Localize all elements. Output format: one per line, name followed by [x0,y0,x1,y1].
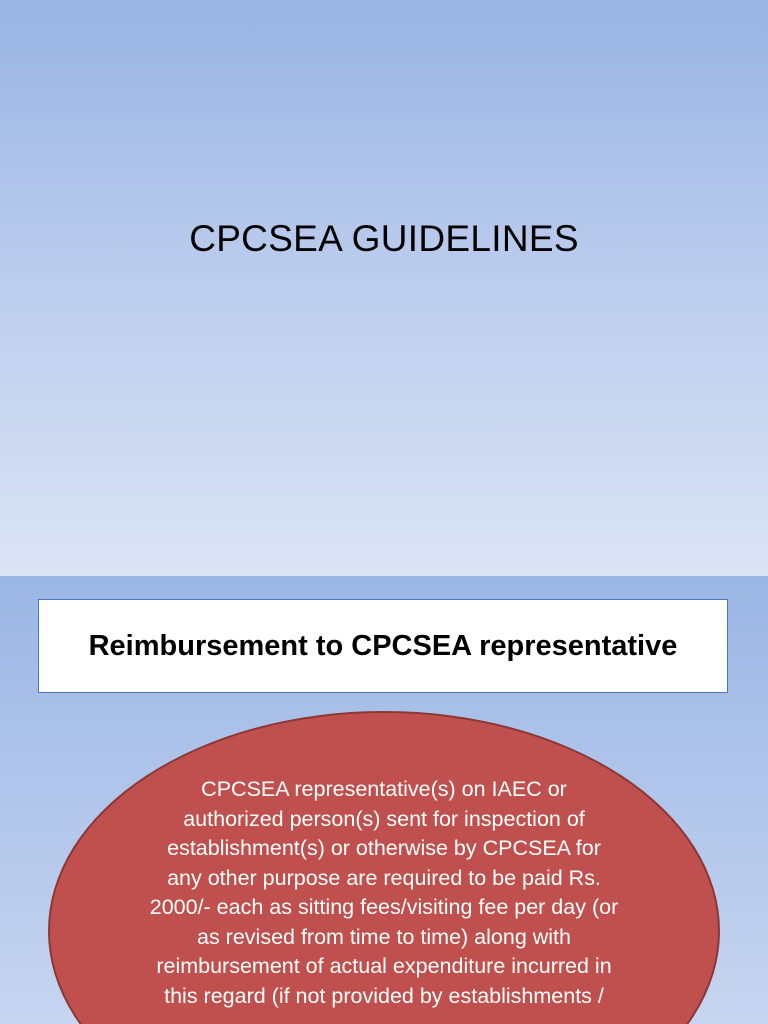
ellipse-body-text: CPCSEA representative(s) on IAEC or authorized person(s) sent for inspection of establishment(s) or otherwise by CPCSEA for any other purpose are required to be paid Rs. 2000/- each as sitting fees/visiting fee per day (or as revised from time to time) along with reimbursement of actual expenditure incurred in this regard (if not provided by establishments / [149,777,619,1008]
slide-2 [0,576,768,1024]
slide-title: CPCSEA GUIDELINES [189,218,579,259]
title-box [38,599,728,693]
slide-heading: Reimbursement to CPCSEA representative [88,629,678,662]
